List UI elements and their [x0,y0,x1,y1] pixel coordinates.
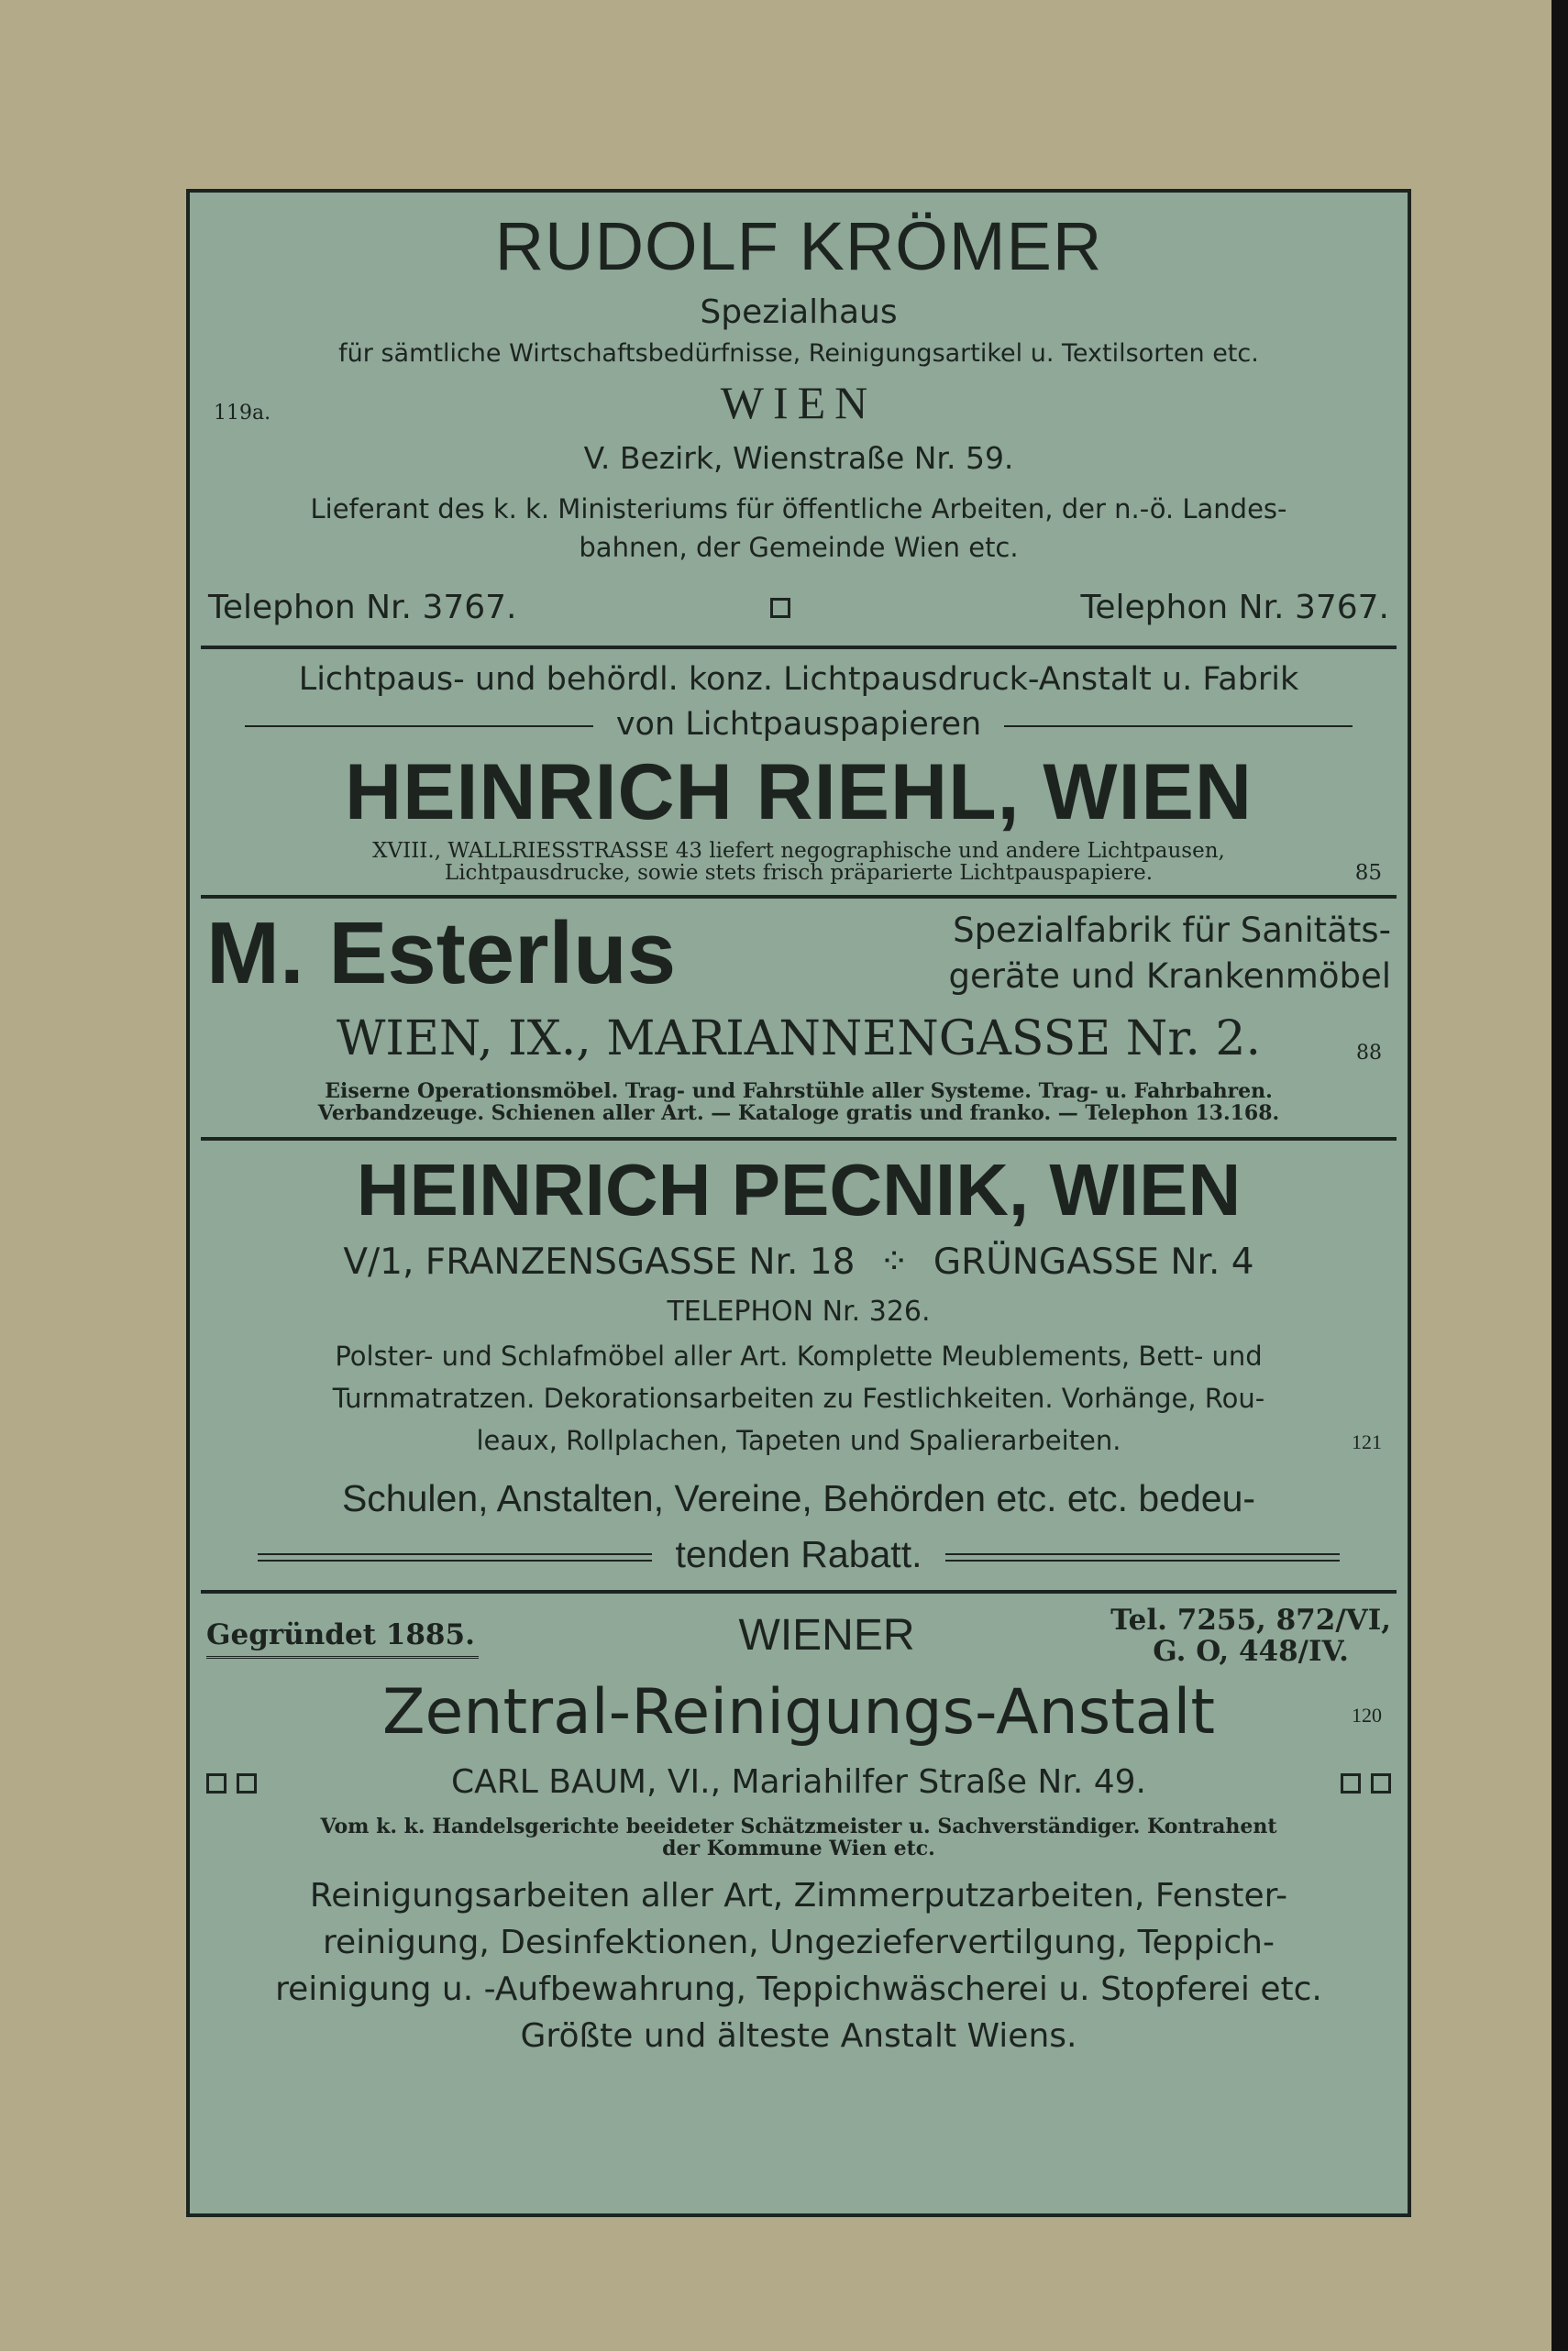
esterlus-spec [812,908,1391,999]
baum-telephone [1110,1605,1391,1667]
baum-wiener: WIENER [738,1611,915,1660]
baum-name-row [206,1667,1391,1759]
riehl-detail-2: Lichtpausdrucke, sowie stets frisch präparierte Lichtpauspapiere. [444,861,1154,885]
esterlus-address-row [206,1005,1391,1073]
baum-detail-2: der Kommune Wien etc. [662,1837,935,1860]
esterlus-spec-1: Spezialfabrik für Sanitäts- [953,911,1391,950]
kroemer-subtitle: Spezialhaus [700,293,898,331]
baum-body-3: reinigung u. -Aufbewahrung, Teppichwäscherei u. Stopferei etc. [275,1970,1322,2008]
esterlus-address: WIEN, IX., MARIANNENGASSE Nr. 2. [336,1011,1262,1066]
riehl-detail-2-row [206,862,1391,884]
pecnik-rabatt-2: tenden Rabatt. [675,1533,922,1575]
pecnik-ref: 121 [1352,1430,1382,1453]
baum-name: Zentral-Reinigungs-Anstalt [381,1676,1216,1749]
kroemer-telephone-row [206,583,1391,633]
baum-body-2: reinigung, Desinfektionen, Ungeziefervertilgung, Teppich- [323,1924,1275,1961]
double-rule-right [945,1553,1340,1562]
pecnik-address-right: GRÜNGASSE Nr. 4 [933,1242,1254,1283]
divider [201,1590,1397,1594]
square-ornament-icon [770,598,790,618]
baum-owner: CARL BAUM, VI., Mariahilfer Straße Nr. 49. [450,1763,1146,1801]
rule-left [245,725,593,727]
baum-body-4: Größte und älteste Anstalt Wiens. [520,2017,1077,2055]
ad-pecnik [206,1144,1391,1581]
kroemer-address: V. Bezirk, Wienstraße Nr. 59. [583,440,1014,476]
kroemer-tel-left: Telephon Nr. 3767. [208,589,517,626]
baum-detail-1: Vom k. k. Handelsgerichte beeideter Schätzmeister u. Sachverständiger. Kontrahent [320,1815,1277,1838]
esterlus-name: M. Esterlus [206,904,677,1002]
kroemer-lieferant-1: Lieferant des k. k. Ministeriums für öffentliche Arbeiten, der n.-ö. Landes- [310,493,1287,524]
pecnik-body-1: Polster- und Schlafmöbel aller Art. Komplette Meublements, Bett- und [335,1341,1263,1372]
riehl-line1: Lichtpaus- und behördl. konz. Lichtpausdruck-Anstalt u. Fabrik [298,661,1299,698]
riehl-line2-row [206,704,1391,745]
square-pair-right-icon [1341,1759,1391,1806]
riehl-ref: 85 [1354,861,1382,885]
kroemer-city: WIEN [720,377,878,428]
kroemer-lieferant-2: bahnen, der Gemeinde Wien etc. [579,532,1019,563]
pecnik-body-3: leaux, Rollplachen, Tapeten und Spalierarbeiten. [476,1425,1121,1456]
divider [201,646,1397,649]
esterlus-detail-2: Verbandzeuge. Schienen aller Art. — Kataloge gratis und franko. — Telephon 13.168. [317,1101,1280,1125]
pecnik-rabatt-1: Schulen, Anstalten, Vereine, Behörden etc. etc. bedeu- [341,1477,1256,1519]
kroemer-city-row [206,372,1391,433]
kroemer-ref: 119a. [214,402,271,425]
square-pair-left-icon [206,1759,257,1806]
pecnik-telephon: TELEPHON Nr. 326. [667,1296,931,1328]
pecnik-rabatt-2-row [206,1528,1391,1581]
riehl-detail-1: XVIII., WALLRIESSTRASSE 43 liefert negographische und andere Lichtpausen, [372,839,1225,863]
baum-ref: 120 [1352,1704,1382,1727]
ad-kroemer [206,205,1391,633]
rule-right [1004,725,1353,727]
esterlus-header [206,902,1391,1005]
baum-owner-row [206,1759,1391,1806]
riehl-line2: von Lichtpauspapieren [615,706,982,743]
riehl-name: HEINRICH RIEHL, WIEN [345,748,1253,836]
baum-header [206,1605,1391,1667]
double-rule-left [258,1553,652,1562]
ad-esterlus [206,902,1391,1124]
pecnik-address-row [206,1236,1391,1289]
divider [201,1137,1397,1141]
pecnik-address-left: V/1, FRANZENSGASSE Nr. 18 [343,1242,856,1283]
pecnik-body-2: Turnmatratzen. Dekorationsarbeiten zu Festlichkeiten. Vorhänge, Rou- [332,1383,1265,1414]
kroemer-name: RUDOLF KRÖMER [494,208,1103,284]
advertisement-frame [186,189,1411,2217]
pecnik-body-3-row [206,1419,1391,1462]
baum-tel-1: Tel. 7255, 872/VI, [1110,1604,1391,1637]
kroemer-tel-right: Telephon Nr. 3767. [1080,589,1389,626]
ad-baum [206,1605,1391,2059]
kroemer-line1: für sämtliche Wirtschaftsbedürfnisse, Reinigungsartikel u. Textilsorten etc. [338,339,1259,368]
baum-founded: Gegründet 1885. [206,1614,479,1659]
divider [201,895,1397,899]
pecnik-name: HEINRICH PECNIK, WIEN [356,1149,1242,1231]
pecnik-separator: ⁘ [878,1242,910,1283]
esterlus-ref: 88 [1356,1042,1382,1065]
esterlus-detail-1: Eiserne Operationsmöbel. Trag- und Fahrstühle aller Systeme. Trag- u. Fahrbahren. [325,1079,1273,1103]
esterlus-spec-2: geräte und Krankenmöbel [948,956,1391,996]
baum-body-1: Reinigungsarbeiten aller Art, Zimmerputzarbeiten, Fenster- [309,1877,1288,1915]
ad-riehl [206,655,1391,884]
baum-tel-2: G. O, 448/IV. [1153,1635,1349,1668]
